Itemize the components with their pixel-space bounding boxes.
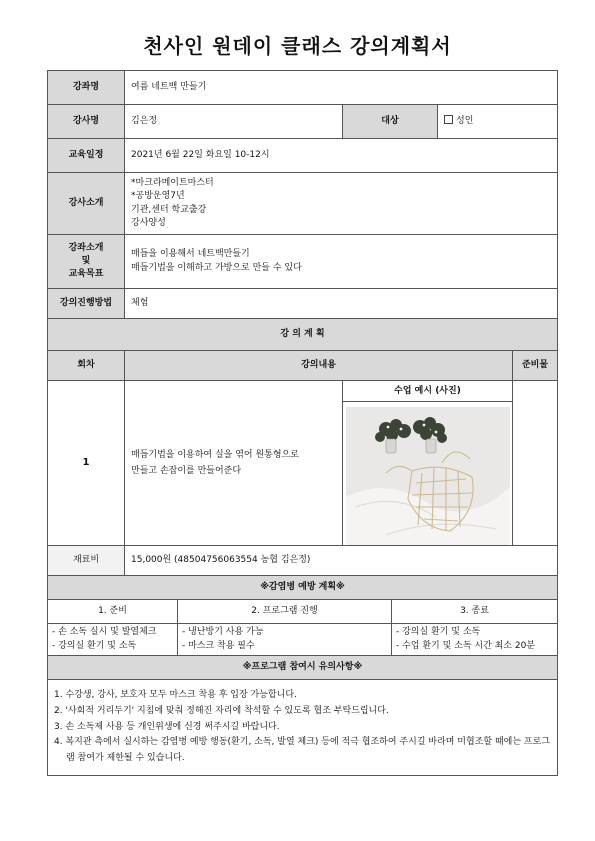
instructor-value: 김은정 (125, 105, 343, 139)
note-line: 1. 수강생, 강사, 보호자 모두 마스크 착용 후 입장 가능합니다. (54, 690, 297, 701)
intro-lines (125, 173, 558, 235)
checkbox-icon (444, 115, 453, 124)
plan-section-title: 강 의 계 획 (48, 319, 558, 351)
photo-caption: 수업 예시 (사진) (343, 381, 512, 402)
method-value: 체험 (125, 289, 558, 319)
prevention-col-items: - 냉난방기 사용 가능 - 마스크 착용 필수 (178, 624, 392, 656)
intro-line: 기관,센터 학교출강 (131, 204, 207, 215)
page-title: 천사인 원데이 클래스 강의계획서 (143, 34, 452, 58)
instructor-label: 강사명 (48, 105, 125, 139)
prevention-col-header: 3. 종료 (392, 600, 558, 624)
notes-title: ※프로그램 참여시 유의사항※ (48, 656, 558, 680)
target-field (438, 105, 558, 139)
method-label: 강의진행방법 (48, 289, 125, 319)
round-header: 회차 (48, 351, 125, 381)
note-line: 2. '사회적 거리두기' 지침에 맞춰 정해진 자리에 착석할 수 있도록 협조 부탁드립니다. (54, 705, 389, 716)
round-value: 1 (48, 381, 125, 546)
prevention-col-header: 1. 준비 (48, 600, 178, 624)
intro-line: *공방운영7년 (131, 191, 185, 202)
intro-label: 강사소개 (48, 173, 125, 235)
note-line: 4. 복지관 측에서 실시하는 감염병 예방 행동(환기, 소독, 발열 체크) 등에 적극 협조하여 주시길 바라며 미협조할 때에는 프로그램 참여가 제한될 수 있습니다. (54, 737, 550, 764)
target-value: 성인 (456, 115, 474, 126)
content-header: 강의내용 (125, 351, 513, 381)
prep-header: 준비물 (513, 351, 558, 381)
fee-label: 재료비 (48, 546, 125, 576)
prep-value (513, 381, 558, 546)
goal-line: 매듭을 이용해서 네트백만들기 (131, 249, 250, 260)
content-lines: 매듭기법을 이용하여 실을 엮어 원통형으로 만들고 손잡이를 만들어준다 (125, 381, 343, 546)
course-label: 강좌명 (48, 71, 125, 105)
notes-lines (48, 680, 558, 776)
target-label: 대상 (343, 105, 438, 139)
goal-line: 매듭기법을 이해하고 가방으로 만들 수 있다 (131, 262, 302, 273)
course-value: 여름 네트백 만들기 (125, 71, 558, 105)
lecture-plan-table (47, 70, 558, 776)
fee-value: 15,000원 (48504756063554 농협 김은정) (125, 546, 558, 576)
prevention-col-header: 2. 프로그램 진행 (178, 600, 392, 624)
photo-cell (343, 381, 513, 546)
goal-lines (125, 235, 558, 289)
intro-line: 강사양성 (131, 217, 166, 228)
goal-label: 강좌소개 및 교육목표 (48, 235, 125, 289)
note-line: 3. 손 소독제 사용 등 개인위생에 신경 써주시길 바랍니다. (54, 721, 280, 732)
date-label: 교육일정 (48, 139, 125, 173)
prevention-col-items: - 손 소독 실시 및 발열체크 - 강의실 환기 및 소독 (48, 624, 178, 656)
prevention-title: ※감염병 예방 계획※ (48, 576, 558, 600)
net-bag-photo (346, 407, 510, 545)
date-value: 2021년 6월 22일 화요일 10-12시 (125, 139, 558, 173)
prevention-col-items: - 강의실 환기 및 소독 - 수업 환기 및 소독 시간 최소 20분 (392, 624, 558, 656)
intro-line: *마크라메이트마스터 (131, 178, 214, 189)
